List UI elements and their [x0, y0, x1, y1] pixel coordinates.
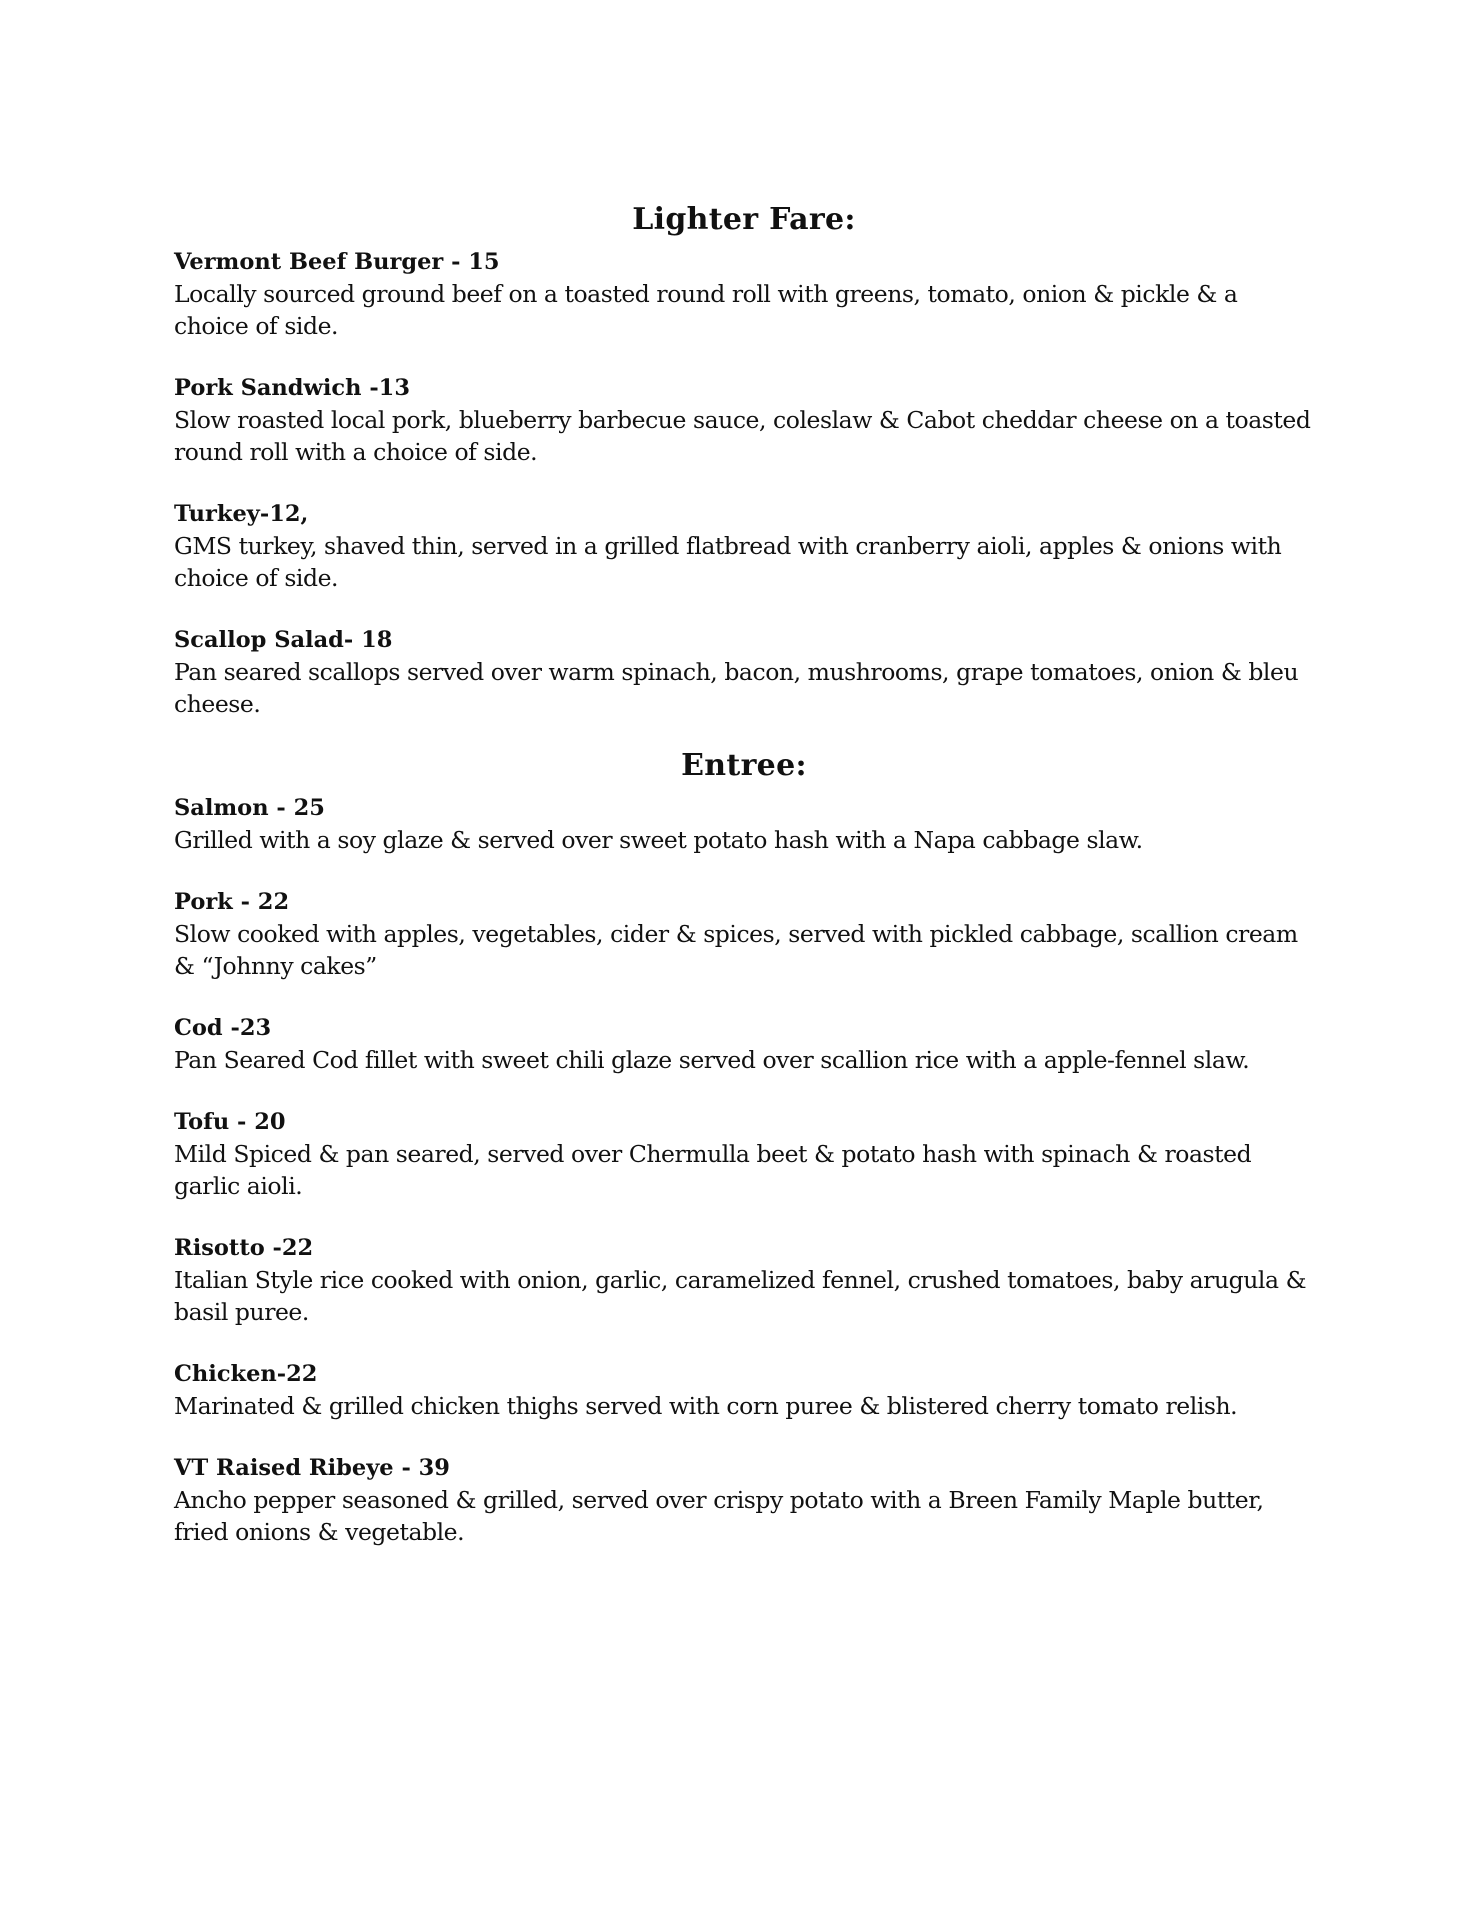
menu-item-description: Locally sourced ground beef on a toasted round roll with greens, tomato, onion & pickle & a choice of side.	[174, 280, 1238, 340]
menu-item-description: Italian Style rice cooked with onion, garlic, caramelized fennel, crushed tomatoes, baby arugula & basil puree.	[174, 1266, 1307, 1326]
menu-item-name: Pork Sandwich	[174, 375, 362, 401]
menu-item-heading	[174, 792, 1314, 824]
menu-item-description: Slow roasted local pork, blueberry barbecue sauce, coleslaw & Cabot cheddar cheese on a toasted round roll with a choice of side.	[174, 406, 1311, 466]
menu-item	[174, 886, 1314, 982]
menu-item-separator: -	[276, 1361, 287, 1387]
section-title-lighter-fare: Lighter Fare:	[632, 202, 856, 237]
menu-item-name: Cod	[174, 1015, 223, 1041]
menu-item-heading	[174, 498, 1314, 530]
menu-item	[174, 1358, 1314, 1422]
menu-item	[174, 1106, 1314, 1202]
menu-item-heading	[174, 1106, 1314, 1138]
menu-item-separator: -	[222, 1015, 240, 1041]
menu-item-name: Vermont Beef Burger	[174, 249, 444, 275]
menu-item-separator: -	[232, 889, 258, 915]
menu-item-price: 25	[293, 795, 325, 821]
menu-item-heading	[174, 886, 1314, 918]
menu-item-heading	[174, 1012, 1314, 1044]
menu-item-separator: -	[264, 1235, 282, 1261]
menu-item	[174, 372, 1314, 468]
menu-item-name: Chicken	[174, 1361, 277, 1387]
menu-item-heading	[174, 372, 1314, 404]
menu-item-name: Scallop Salad	[174, 627, 344, 653]
menu-item-price: 22	[286, 1361, 318, 1387]
menu-item-name: Tofu	[174, 1109, 230, 1135]
menu-item-separator: -	[361, 375, 379, 401]
menu-item-price: 39	[418, 1455, 450, 1481]
menu-item-description: Pan seared scallops served over warm spinach, bacon, mushrooms, grape tomatoes, onion & bleu cheese.	[174, 658, 1299, 718]
menu-item-price: 13	[378, 375, 410, 401]
menu-item-price: 18	[361, 627, 393, 653]
menu-item-description: Pan Seared Cod fillet with sweet chili glaze served over scallion rice with a apple-fennel slaw.	[174, 1046, 1250, 1074]
menu-item-name: Pork	[174, 889, 233, 915]
menu-item-price: 12,	[269, 501, 309, 527]
menu-item-separator: -	[259, 501, 270, 527]
menu-item	[174, 1452, 1314, 1548]
menu-item-price: 20	[254, 1109, 286, 1135]
menu-item-separator: -	[343, 627, 362, 653]
menu-item-description: Marinated & grilled chicken thighs served with corn puree & blistered cherry tomato relish.	[174, 1392, 1238, 1420]
menu-item-separator: -	[443, 249, 469, 275]
menu-item-price: 23	[239, 1015, 272, 1041]
menu-item-heading	[174, 1452, 1314, 1484]
menu-item-price: 22	[281, 1235, 314, 1261]
menu-item-heading	[174, 1358, 1314, 1390]
menu-item-description: Grilled with a soy glaze & served over sweet potato hash with a Napa cabbage slaw.	[174, 826, 1143, 854]
menu-item-separator: -	[229, 1109, 255, 1135]
menu-item-name: Turkey	[174, 501, 260, 527]
section-title-entree: Entree:	[681, 748, 807, 783]
menu-item-price: 15	[468, 249, 500, 275]
menu-item-description: Mild Spiced & pan seared, served over Chermulla beet & potato hash with spinach & roasted garlic aioli.	[174, 1140, 1252, 1200]
menu-item-description: Slow cooked with apples, vegetables, cider & spices, served with pickled cabbage, scallion cream & “Johnny cakes”	[174, 920, 1298, 980]
menu-item-name: Salmon	[174, 795, 269, 821]
menu-item-description: Ancho pepper seasoned & grilled, served over crispy potato with a Breen Family Maple butter, fried onions & vegetable.	[174, 1486, 1264, 1546]
menu-content	[174, 200, 1314, 1578]
menu-item	[174, 792, 1314, 856]
menu-item-heading	[174, 1232, 1314, 1264]
menu-item-name: VT Raised Ribeye	[174, 1455, 394, 1481]
menu-item-heading	[174, 624, 1314, 656]
menu-item-heading	[174, 246, 1314, 278]
menu-item-separator: -	[268, 795, 294, 821]
menu-item	[174, 1232, 1314, 1328]
menu-item	[174, 498, 1314, 594]
menu-item-price: 22	[257, 889, 290, 915]
menu-item	[174, 1012, 1314, 1076]
menu-item-name: Risotto	[174, 1235, 265, 1261]
menu-item-description: GMS turkey, shaved thin, served in a grilled flatbread with cranberry aioli, apples & onions with choice of side.	[174, 532, 1282, 592]
menu-item	[174, 624, 1314, 720]
menu-item-separator: -	[393, 1455, 419, 1481]
menu-item	[174, 246, 1314, 342]
